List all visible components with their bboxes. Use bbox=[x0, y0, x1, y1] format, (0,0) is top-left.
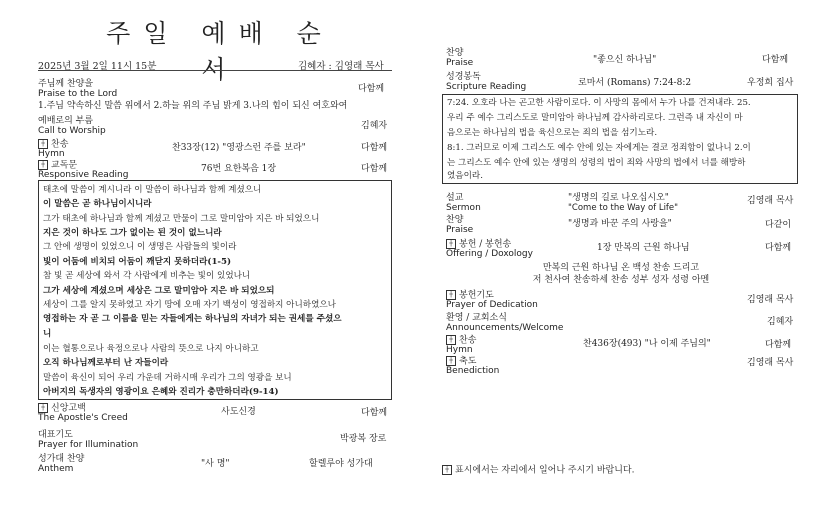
standing-symbol-icon: ┼ bbox=[38, 139, 48, 149]
sermon-label-en: Sermon bbox=[446, 203, 481, 213]
offering-label-en: Offering / Doxology bbox=[446, 249, 533, 259]
praise-songs: 1.주님 약속하신 말씀 위에서 2.하늘 위의 주님 밝게 3.나의 힘이 되신 여호와여 bbox=[38, 101, 348, 111]
offering-song: 1장 만복의 근원 하나님 bbox=[597, 243, 690, 253]
reading-line: 영접하는 자 곧 그 이름을 믿는 자들에게는 하나님의 자녀가 되는 권세를 주셨으 bbox=[43, 314, 342, 324]
anthem-leader: 할렐루야 성가대 bbox=[309, 459, 373, 469]
hymn-label-en: Hymn bbox=[38, 149, 65, 159]
reading-line: 그가 세상에 계셨으며 세상은 그로 말미암아 지은 바 되었으되 bbox=[43, 286, 275, 296]
call-leader: 김혜자 bbox=[361, 121, 388, 131]
dedication-leader: 김영래 목사 bbox=[747, 295, 794, 305]
hymn-song: 찬436장(493) "나 이제 주님의" bbox=[583, 339, 711, 349]
offering-label-ko: ┼ 봉헌 / 봉헌송 bbox=[446, 239, 511, 250]
standing-symbol-icon: ┼ bbox=[38, 403, 48, 413]
reading-line: 참 빛 곧 세상에 와서 각 사람에게 비추는 빛이 있었나니 bbox=[43, 271, 251, 281]
dedication-label-en: Prayer of Dedication bbox=[446, 300, 538, 310]
praise-leader: 다함께 bbox=[762, 55, 789, 65]
scripture-line: 7:24. 오호라 나는 곤고한 사람이로다. 이 사망의 몸에서 누가 나를 건져내랴. 25. bbox=[447, 98, 751, 108]
reading-line: 빛이 어둠에 비치되 어둠이 깨닫지 못하더라(1-5) bbox=[43, 257, 232, 267]
praise-label-ko: 주님께 찬양을 bbox=[38, 79, 94, 89]
call-label-ko: 예배로의 부름 bbox=[38, 116, 94, 126]
benediction-label-ko: ┼ 축도 bbox=[446, 356, 476, 367]
prayer-leader: 박광복 장로 bbox=[340, 434, 387, 444]
bulletin-title: 주일 예배 순서 bbox=[106, 19, 334, 84]
anthem-label-ko: 성가대 찬양 bbox=[38, 454, 85, 464]
hymn-song: 찬33장(12) "영광스런 주를 보라" bbox=[172, 143, 306, 153]
reading-line: 세상이 그를 알지 못하였고 자기 땅에 오매 자기 백성이 영접하지 아니하였으나 bbox=[43, 300, 336, 310]
standing-symbol-icon: ┼ bbox=[442, 465, 452, 475]
announcements-leader: 김혜자 bbox=[767, 317, 794, 327]
praise-song: "좋으신 하나님" bbox=[593, 55, 657, 65]
benediction-leader: 김영래 목사 bbox=[747, 358, 794, 368]
reading-line: 니 bbox=[43, 329, 52, 339]
service-leader: 김혜자 : 김영래 목사 bbox=[298, 61, 384, 72]
creed-text: 사도신경 bbox=[221, 407, 256, 417]
prayer-label-ko: 대표기도 bbox=[38, 430, 73, 440]
creed-label-ko: ┼ 신앙고백 bbox=[38, 403, 86, 414]
prayer-label-en: Prayer for Illumination bbox=[38, 440, 139, 450]
praise2-song: "생명과 바꾼 주의 사랑을" bbox=[568, 219, 672, 229]
creed-leader: 다함께 bbox=[361, 408, 388, 418]
reading-line: 말씀이 육신이 되어 우리 가운데 거하시매 우리가 그의 영광을 보니 bbox=[43, 373, 292, 383]
benediction-label-en: Benediction bbox=[446, 366, 500, 376]
praise2-label-en: Praise bbox=[446, 225, 474, 235]
hymn-label-en: Hymn bbox=[446, 345, 473, 355]
dedication-label-ko: ┼ 봉헌기도 bbox=[446, 290, 494, 301]
praise-leader: 다함께 bbox=[358, 84, 385, 94]
scripture-line: 는 그리스도 예수 안에 있는 생명의 성령의 법이 죄와 사망의 법에서 너를 해방하 bbox=[447, 158, 746, 168]
hymn-label-ko: ┼ 찬송 bbox=[38, 139, 68, 150]
header-rule bbox=[38, 70, 392, 71]
scripture-label-ko: 성경봉독 bbox=[446, 72, 481, 82]
creed-label-en: The Apostle's Creed bbox=[38, 413, 128, 423]
doxology-line: 저 천사여 찬송하세 찬송 성부 성자 성령 아멘 bbox=[532, 275, 710, 285]
reading-line: 그가 태초에 하나님과 함께 계셨고 만물이 그로 말미암아 지은 바 되었으니 bbox=[43, 214, 320, 224]
anthem-label-en: Anthem bbox=[38, 464, 74, 474]
responsive-label-ko: ┼ 교독문 bbox=[38, 160, 77, 171]
praise2-leader: 다같이 bbox=[765, 220, 792, 230]
scripture-line: 음으로는 하나님의 법을 육신으로는 죄의 법을 섬기노라. bbox=[447, 128, 658, 138]
scripture-line: 였음이라. bbox=[447, 171, 483, 181]
praise-label-en: Praise to the Lord bbox=[38, 89, 118, 99]
anthem-song: "사 명" bbox=[201, 459, 230, 469]
scripture-line: 8:1. 그러므로 이제 그리스도 예수 안에 있는 자에게는 결코 정죄함이 없나니 2.이 bbox=[447, 143, 751, 153]
responsive-reading-box bbox=[38, 180, 392, 400]
standing-symbol-icon: ┼ bbox=[446, 335, 456, 345]
standing-symbol-icon: ┼ bbox=[446, 356, 456, 366]
responsive-leader: 다함께 bbox=[361, 164, 388, 174]
sermon-title-ko: "생명의 길로 나오십시오" bbox=[568, 193, 669, 203]
reading-line: 오직 하나님께로부터 난 자들이라 bbox=[43, 358, 169, 368]
sermon-leader: 김영래 목사 bbox=[747, 196, 794, 206]
standing-symbol-icon: ┼ bbox=[446, 239, 456, 249]
announcements-label-ko: 환영 / 교회소식 bbox=[446, 313, 507, 323]
scripture-label-en: Scripture Reading bbox=[446, 82, 527, 92]
hymn-leader: 다함께 bbox=[765, 340, 792, 350]
call-label-en: Call to Worship bbox=[38, 126, 106, 136]
responsive-label-en: Responsive Reading bbox=[38, 170, 129, 180]
reading-line: 그 안에 생명이 있었으니 이 생명은 사람들의 빛이라 bbox=[43, 242, 237, 252]
doxology-line: 만복의 근원 하나님 온 백성 찬송 드리고 bbox=[542, 263, 700, 273]
service-date: 2025년 3월 2일 11시 15분 bbox=[38, 61, 157, 72]
sermon-label-ko: 설교 bbox=[446, 193, 464, 203]
hymn-label-ko: ┼ 찬송 bbox=[446, 335, 476, 346]
standing-footnote: ┼ 표시에서는 자리에서 일어나 주시기 바랍니다. bbox=[442, 465, 635, 477]
scripture-leader: 우정희 집사 bbox=[747, 78, 794, 88]
responsive-ref: 76번 요한복음 1장 bbox=[201, 164, 277, 174]
reading-line: 태초에 말씀이 계시니라 이 말씀이 하나님과 함께 계셨으니 bbox=[43, 185, 262, 195]
scripture-ref: 로마서 (Romans) 7:24-8:2 bbox=[578, 78, 692, 88]
scripture-text-box bbox=[442, 94, 798, 184]
praise-label-ko: 찬양 bbox=[446, 48, 464, 58]
praise-label-en: Praise bbox=[446, 58, 474, 68]
reading-line: 이 말씀은 곧 하나님이시니라 bbox=[43, 199, 152, 209]
reading-line: 아버지의 독생자의 영광이요 은혜와 진리가 충만하더라(9-14) bbox=[43, 387, 279, 397]
announcements-label-en: Announcements/Welcome bbox=[446, 323, 564, 333]
reading-line: 지은 것이 하나도 그가 없이는 된 것이 없느니라 bbox=[43, 228, 222, 238]
scripture-line: 우리 주 예수 그리스도로 말미암아 하나님께 감사하리로다. 그런즉 내 자신이 마 bbox=[447, 113, 743, 123]
offering-leader: 다함께 bbox=[765, 243, 792, 253]
standing-symbol-icon: ┼ bbox=[38, 160, 48, 170]
standing-symbol-icon: ┼ bbox=[446, 290, 456, 300]
hymn-leader: 다함께 bbox=[361, 143, 388, 153]
reading-line: 이는 혈통으로나 육정으로나 사람의 뜻으로 나지 아니하고 bbox=[43, 344, 259, 354]
sermon-title-en: "Come to the Way of Life" bbox=[568, 203, 679, 213]
praise2-label-ko: 찬양 bbox=[446, 215, 464, 225]
